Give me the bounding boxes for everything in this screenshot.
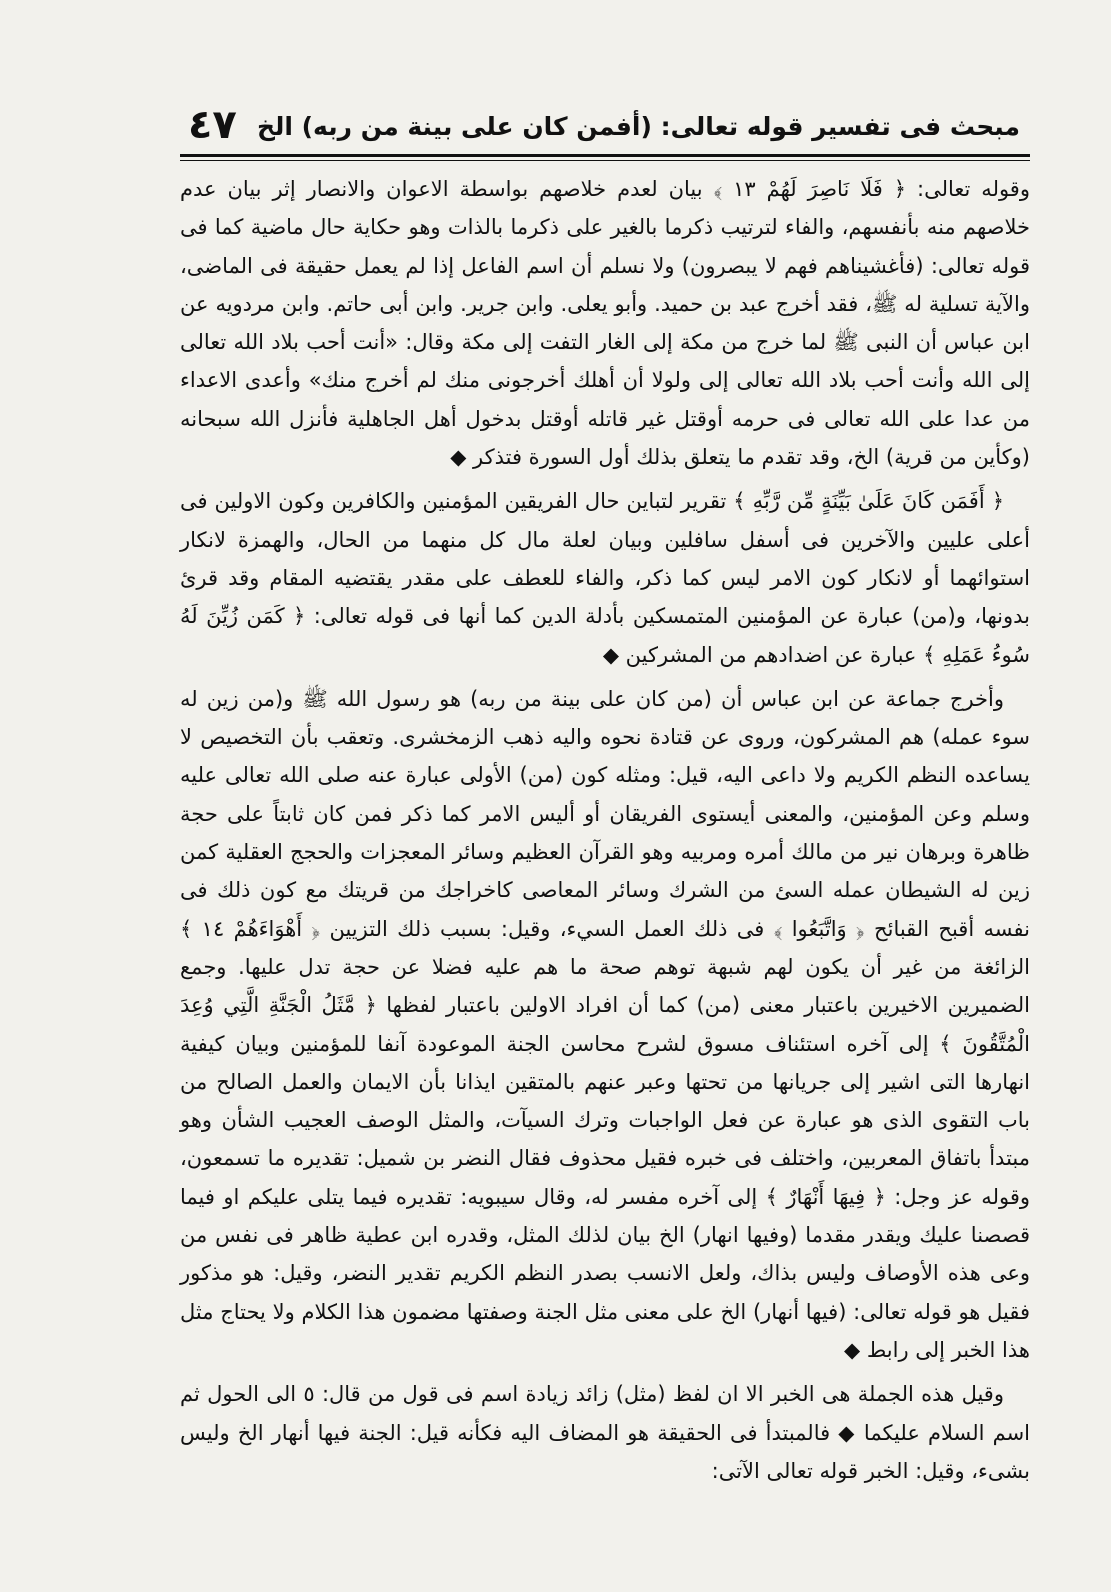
page-header [180,102,1030,154]
page-number: ٤٧ [188,102,237,148]
paragraph: وأخرج جماعة عن ابن عباس أن (من كان على بينة من ربه) هو رسول الله ﷺ و(من زين له سوء عمله) هم المشركون، وروى عن قتادة نحوه واليه ذهب الزمخشرى. وتعقب بأن التخصيص لا يساعده النظم الكريم ولا داعى اليه، قيل: ومثله كون (من) الأولى عبارة عنه صلى الله تعالى عليه وسلم وعن المؤمنين، والمعنى أيستوى الفريقان أو أليس الامر كما ذكر فمن كان ثابتاً على حجة ظاهرة وبرهان نير من مالك أمره ومربيه وهو القرآن العظيم وسائر المعجزات والحجج العقلية كمن زين له الشيطان عمله السئ من الشرك وسائر المعاصى كاخراجك من قريتك مع كون ذلك فى نفسه أقبح القبائح ﴿ وَاتَّبَعُوا ﴾ فى ذلك العمل السيء، وقيل: بسبب ذلك التزيين ﴿ أَهْوَاءَهُمْ ١٤ ﴾ الزائغة من غير أن يكون لهم شبهة توهم صحة ما هم عليه فضلا عن حجة تدل عليها. وجمع الضميرين الاخيرين باعتبار معنى (من) كما أن افراد الاولين باعتبار لفظها ﴿ مَّثَلُ الْجَنَّةِ الَّتِي وُعِدَ الْمُتَّقُونَ ﴾ إلى آخره استئناف مسوق لشرح محاسن الجنة الموعودة آنفا للمؤمنين وبيان كيفية انهارها التى اشير إلى جريانها من تحتها وعبر عنهم بالمتقين ايذانا بأن الايمان والعمل الصالح من باب التقوى الذى هو عبارة عن فعل الواجبات وترك السيآت، والمثل الوصف العجيب الشأن وهو مبتدأ باتفاق المعربين، واختلف فى خبره فقيل محذوف فقال النضر بن شميل: تقديره ما تسمعون، وقوله عز وجل: ﴿ فِيهَا أَنْهَارٌ ﴾ إلى آخره مفسر له، وقال سيبويه: تقديره فيما يتلى عليكم او فيما قصصنا عليك ويقدر مقدما (وفيها انهار) الخ بيان لذلك المثل، وقدره ابن عطية ظاهر فى نفس من وعى هذه الأوصاف وليس بذاك، ولعل الانسب بصدر النظم الكريم تقدير النضر، وقيل: هو مذكور فقيل هو قوله تعالى: (فيها أنهار) الخ على معنى مثل الجنة وصفتها مضمون هذا الكلام ولا يحتاج مثل هذا الخبر إلى رابط ◆ [180,686,1030,1362]
running-title: مبحث فى تفسير قوله تعالى: (أفمن كان على بينة من ربه) الخ [256,112,1020,141]
body-text [180,170,1030,1496]
paragraph: ﴿ أَفَمَن كَانَ عَلَىٰ بَيِّنَةٍ مِّن رَّبِّهِ ﴾ تقرير لتباين حال الفريقين المؤمنين والكافرين وكون الاولين فى أعلى عليين والآخرين فى أسفل سافلين وبيان لعلة مال كل منهما من الحال، والهمزة لانكار استوائهما أو لانكار كون الامر ليس كما ذكر، والفاء للعطف على مقدر يقتضيه المقام وقد قرئ بدونها، و(من) عبارة عن المؤمنين المتمسكين بأدلة الدين كما أنها فى قوله تعالى: ﴿ كَمَن زُيِّنَ لَهُ سُوءُ عَمَلِهِ ﴾ عبارة عن اضدادهم من المشركين ◆ [180,489,1030,667]
header-rule-thick [180,154,1030,157]
paragraph: وقيل هذه الجملة هى الخبر الا ان لفظ (مثل) زائد زيادة اسم فى قول من قال: ٥ الى الحول ثم اسم السلام عليكما ◆ فالمبتدأ فى الحقيقة هو المضاف اليه فكأنه قيل: الجنة فيها أنهار الخ وليس بشىء، وقيل: الخبر قوله تعالى الآتى: [180,1382,1030,1483]
paragraph: وقوله تعالى: ﴿ فَلَا نَاصِرَ لَهُمْ ١٣ ﴾ بيان لعدم خلاصهم بواسطة الاعوان والانصار إثر بيان عدم خلاصهم منه بأنفسهم، والفاء لترتيب ذكرما بالغير على ذكرما بالذات وهو حكاية حال ماضية كما فى قوله تعالى: (فأغشيناهم فهم لا يبصرون) ولا نسلم أن اسم الفاعل إذا لم يعمل حقيقة فى الماضى، والآية تسلية له ﷺ، فقد أخرج عبد بن حميد. وأبو يعلى. وابن جرير. وابن أبى حاتم. وابن مردويه عن ابن عباس أن النبى ﷺ لما خرج من مكة إلى الغار التفت إلى مكة وقال: «أنت أحب بلاد الله تعالى إلى الله وأنت أحب بلاد الله تعالى إلى ولولا أن أهلك أخرجونى منك لم أخرج منك» وأعدى الاعداء من عدا على الله تعالى فى حرمه أوقتل غير قاتله أوقتل بدخول أهل الجاهلية فأنزل الله سبحانه (وكأين من قرية) الخ، وقد تقدم ما يتعلق بذلك أول السورة فتذكر ◆ [180,177,1030,470]
header-rule-thin [180,160,1030,161]
